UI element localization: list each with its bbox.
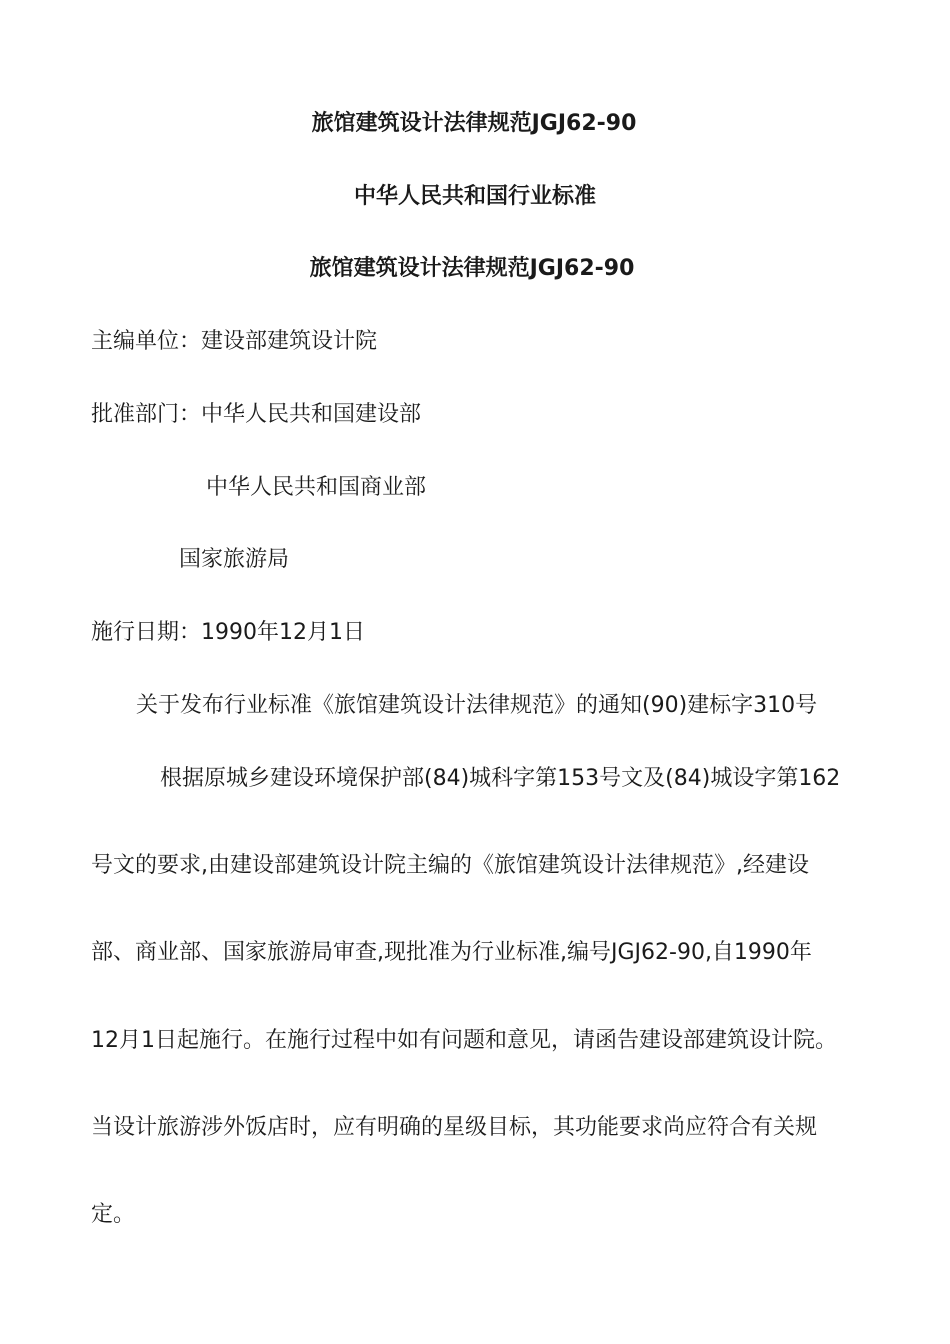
standard-category-heading: 中华人民共和国行业标准 xyxy=(353,184,596,209)
approval-dept-line: 国家旅游局 xyxy=(179,547,290,572)
editor-unit-line: 主编单位：建设部建筑设计院 xyxy=(91,329,378,354)
notice-title: 关于发布行业标准《旅馆建筑设计法律规范》的通知(90)建标字310号 xyxy=(136,693,818,718)
approval-dept-line: 批准部门：中华人民共和国建设部 xyxy=(91,402,422,427)
body-paragraph-line: 12月1日起施行。在施行过程中如有问题和意见，请函告建设部建筑设计院。 xyxy=(91,1028,837,1053)
approval-dept-line: 中华人民共和国商业部 xyxy=(206,475,427,500)
body-paragraph-line: 号文的要求,由建设部建筑设计院主编的《旅馆建筑设计法律规范》,经建设 xyxy=(91,853,809,878)
standard-name-heading: 旅馆建筑设计法律规范JGJ62-90 xyxy=(309,256,635,281)
body-paragraph-line: 当设计旅游涉外饭店时，应有明确的星级目标，其功能要求尚应符合有关规 xyxy=(91,1115,818,1140)
document-title: 旅馆建筑设计法律规范JGJ62-90 xyxy=(311,111,637,136)
effective-date-line: 施行日期：1990年12月1日 xyxy=(91,620,365,645)
body-paragraph-line: 根据原城乡建设环境保护部(84)城科字第153号文及(84)城设字第162 xyxy=(160,766,841,791)
body-paragraph-line: 部、商业部、国家旅游局审查,现批准为行业标准,编号JGJ62-90,自1990年 xyxy=(91,940,812,965)
body-paragraph-line: 定。 xyxy=(91,1202,136,1227)
